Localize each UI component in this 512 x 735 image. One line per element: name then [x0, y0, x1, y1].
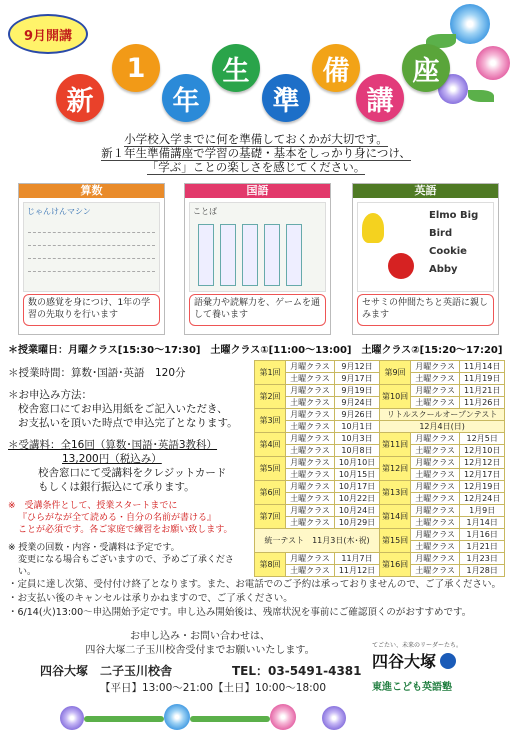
class-date: 10月24日	[335, 505, 380, 517]
class-name: 月曜クラス	[286, 409, 335, 421]
brand-sub-name: 東進こども英語塾	[372, 682, 452, 693]
title-char-6: 備	[312, 44, 360, 92]
class-date: 10月22日	[335, 493, 380, 505]
session-number: 第13回	[380, 481, 411, 505]
subject-caption: 数の感覚を身につけ、1年の学習の先取りを行います	[23, 294, 160, 326]
intro-line-2: 新１年生準備講座で学習の基礎・基本をしっかり身につけ、	[101, 146, 411, 160]
contact-line-2: 四谷大塚二子玉川校舎受付までお願いいたします。	[85, 645, 315, 656]
business-hours: 【平日】13:00～21:00【土日】10:00～18:00	[100, 682, 327, 694]
class-name: 月曜クラス	[286, 553, 335, 565]
subject-card-math	[18, 183, 165, 335]
schedule-table	[254, 360, 505, 577]
character-names: Elmo Big Bird Cookie Abby	[429, 210, 479, 275]
english-book-image	[357, 202, 494, 292]
class-date: 11月21日	[460, 385, 505, 397]
fee-line-2: もしくは銀行振込にて承ります。	[38, 481, 195, 493]
contact-block	[40, 630, 360, 658]
class-name: 月曜クラス	[411, 481, 460, 493]
class-date: 10月29日	[335, 517, 380, 529]
footnote-3: ・6/14(火)13:00～申込開始予定です。申し込み開始後は、残席状況を事前にご確認頂くのがおすすめです。	[8, 607, 472, 618]
class-date: 9月12日	[335, 361, 380, 373]
title-char-4: 生	[212, 44, 260, 92]
session-number: 第9回	[380, 361, 411, 385]
class-name: 土曜クラス	[411, 469, 460, 481]
intro-line-3: 「学ぶ」ことの楽しさを感じてください。	[146, 160, 366, 174]
class-name: 土曜クラス	[286, 397, 335, 409]
session-number: 第3回	[255, 409, 286, 433]
session-number: 第6回	[255, 481, 286, 505]
session-number: 第11回	[380, 433, 411, 457]
session-number: 第16回	[380, 553, 411, 577]
class-name: 月曜クラス	[286, 433, 335, 445]
footnotes	[8, 578, 508, 620]
class-name: 土曜クラス	[411, 565, 460, 577]
class-date: 9月17日	[335, 373, 380, 385]
requirement-note-1: ※ 受講条件として、授業スタートまでに	[8, 501, 178, 511]
class-name: 土曜クラス	[411, 445, 460, 457]
change-note-2: 変更になる場合もございますので、予めご了承ください。	[18, 555, 234, 577]
title-char-2: 1	[112, 44, 160, 92]
flower-decoration-bottom	[60, 702, 360, 732]
footnote-2: ・お支払い後のキャンセルは承りかねますので、ご了承ください。	[8, 593, 293, 604]
fee-label: ＊受講料：全16回（算数･国語･英語3教科）	[8, 439, 218, 451]
class-date: 12月12日	[460, 457, 505, 469]
class-name: 月曜クラス	[411, 457, 460, 469]
class-name: 月曜クラス	[286, 385, 335, 397]
class-name: 土曜クラス	[411, 493, 460, 505]
open-test-cell	[380, 409, 505, 421]
class-name: 土曜クラス	[286, 469, 335, 481]
worksheet-heading: ことば	[193, 207, 217, 216]
class-date: 10月17日	[335, 481, 380, 493]
open-test-name: リトルスクールオープンテスト	[386, 410, 498, 419]
class-name: 土曜クラス	[286, 493, 335, 505]
subject-title: 算数	[19, 184, 164, 198]
brand-logo	[372, 640, 502, 693]
class-date: 11月26日	[460, 397, 505, 409]
subject-card-english	[352, 183, 499, 335]
session-number: 第1回	[255, 361, 286, 385]
session-number: 第7回	[255, 505, 286, 529]
session-number: 第4回	[255, 433, 286, 457]
table-row	[255, 505, 505, 517]
class-date: 12月5日	[460, 433, 505, 445]
session-number: 第12回	[380, 457, 411, 481]
title-char-3: 年	[162, 74, 210, 122]
class-date: 11月12日	[335, 565, 380, 577]
class-date: 1月28日	[460, 565, 505, 577]
class-date: 9月24日	[335, 397, 380, 409]
subject-card-japanese	[184, 183, 331, 335]
class-name: 月曜クラス	[286, 505, 335, 517]
class-name: 土曜クラス	[411, 373, 460, 385]
class-days: ＊授業曜日：月曜クラス[15:30～17:30] 土曜クラス①[11:00～13:00] 土曜クラス②[15:20～17:20]	[8, 345, 503, 356]
start-month-badge: 9月開講	[8, 14, 88, 54]
class-date: 12月24日	[460, 493, 505, 505]
class-name: 月曜クラス	[286, 361, 335, 373]
session-number: 第8回	[255, 553, 286, 577]
requirement-note-3: ことが必須です。各ご家庭で練習をお願い致します。	[18, 525, 233, 535]
session-number: 第10回	[380, 385, 411, 409]
table-row	[255, 481, 505, 493]
class-date: 10月1日	[335, 421, 380, 433]
class-name: 月曜クラス	[411, 361, 460, 373]
class-date: 10月15日	[335, 469, 380, 481]
title-char-7: 講	[356, 74, 404, 122]
class-name: 土曜クラス	[411, 517, 460, 529]
class-date: 10月3日	[335, 433, 380, 445]
class-date: 1月21日	[460, 541, 505, 553]
session-number: 第5回	[255, 457, 286, 481]
title-char-1: 新	[56, 74, 104, 122]
contact-line-1: お申し込み・お問い合わせは、	[130, 631, 270, 642]
brand-name: 四谷大塚	[372, 652, 437, 671]
subject-caption: セサミの仲間たちと英語に親しみます	[357, 294, 494, 326]
info-column	[8, 366, 248, 578]
footnote-1: ・定員に達し次第、受付付け終了となります。また、お電話でのご予約は承っておりませんので、ご了承ください。	[8, 579, 502, 590]
title-char-5: 準	[262, 74, 310, 122]
apply-method-line-2: お支払いを頂いた時点で申込完了となります。	[18, 417, 238, 429]
worksheet-heading: じゃんけんマシン	[27, 207, 91, 216]
class-name: 土曜クラス	[286, 421, 335, 433]
class-date: 1月23日	[460, 553, 505, 565]
class-name: 月曜クラス	[411, 433, 460, 445]
subject-title: 国語	[185, 184, 330, 198]
class-date: 9月26日	[335, 409, 380, 421]
class-name: 土曜クラス	[286, 445, 335, 457]
intro-line-1: 小学校入学までに何を準備しておくかが大切です。	[124, 132, 388, 146]
class-name: 月曜クラス	[411, 505, 460, 517]
requirement-note-2: 『ひらがなが全て読める・自分の名前が書ける』	[18, 513, 217, 523]
math-worksheet-image	[23, 202, 160, 292]
subject-caption: 語彙力や読解力を、ゲームを通して養います	[189, 294, 326, 326]
class-name: 月曜クラス	[286, 457, 335, 469]
class-name: 月曜クラス	[411, 529, 460, 541]
class-date: 1月14日	[460, 517, 505, 529]
change-note-1: ※ 授業の回数・内容・受講料は予定です。	[8, 543, 180, 553]
fee-line-1: 校舎窓口にて受講料をクレジットカード	[38, 467, 227, 479]
apply-method-label: ＊お申込み方法：	[8, 389, 92, 401]
class-date: 1月16日	[460, 529, 505, 541]
class-name: 土曜クラス	[411, 541, 460, 553]
class-name: 月曜クラス	[411, 385, 460, 397]
table-row	[255, 529, 505, 541]
table-row	[255, 385, 505, 397]
table-row	[255, 457, 505, 469]
table-row	[255, 433, 505, 445]
class-date: 11月14日	[460, 361, 505, 373]
session-number: 第15回	[380, 529, 411, 553]
subject-title: 英語	[353, 184, 498, 198]
class-date: 12月19日	[460, 481, 505, 493]
table-row	[255, 361, 505, 373]
class-date: 12月17日	[460, 469, 505, 481]
apply-method-line-1: 校舎窓口にてお申込用紙をご記入いただき、	[18, 403, 228, 415]
class-date: 1月9日	[460, 505, 505, 517]
table-row	[255, 553, 505, 565]
class-date: 11月19日	[460, 373, 505, 385]
unified-test-cell: 統一テスト 11月3日(木･祝)	[255, 529, 380, 553]
table-row	[255, 409, 505, 421]
intro-text	[0, 132, 512, 174]
class-date: 10月8日	[335, 445, 380, 457]
class-date: 9月19日	[335, 385, 380, 397]
class-date: 12月10日	[460, 445, 505, 457]
fee-price: 13,200円（税込み）	[62, 453, 162, 465]
class-name: 土曜クラス	[286, 517, 335, 529]
class-name: 土曜クラス	[286, 373, 335, 385]
class-name: 月曜クラス	[411, 553, 460, 565]
table-row	[255, 421, 505, 433]
class-name: 土曜クラス	[411, 397, 460, 409]
session-number: 第2回	[255, 385, 286, 409]
japanese-worksheet-image	[189, 202, 326, 292]
brand-mark-icon	[440, 653, 456, 669]
class-time: ＊授業時間：算数･国語･英語 120分	[8, 367, 186, 379]
class-name: 土曜クラス	[286, 565, 335, 577]
title-char-8: 座	[402, 44, 450, 92]
class-date: 11月7日	[335, 553, 380, 565]
class-name: 月曜クラス	[286, 481, 335, 493]
class-date: 10月10日	[335, 457, 380, 469]
phone-number[interactable]: TEL：03-5491-4381	[232, 664, 362, 678]
brand-slogan: てごたい、未来のリーダーたち。	[372, 642, 463, 649]
school-name: 四谷大塚 二子玉川校舎	[40, 664, 173, 678]
open-test-date: 12月4日(日)	[380, 421, 505, 433]
session-number: 第14回	[380, 505, 411, 529]
